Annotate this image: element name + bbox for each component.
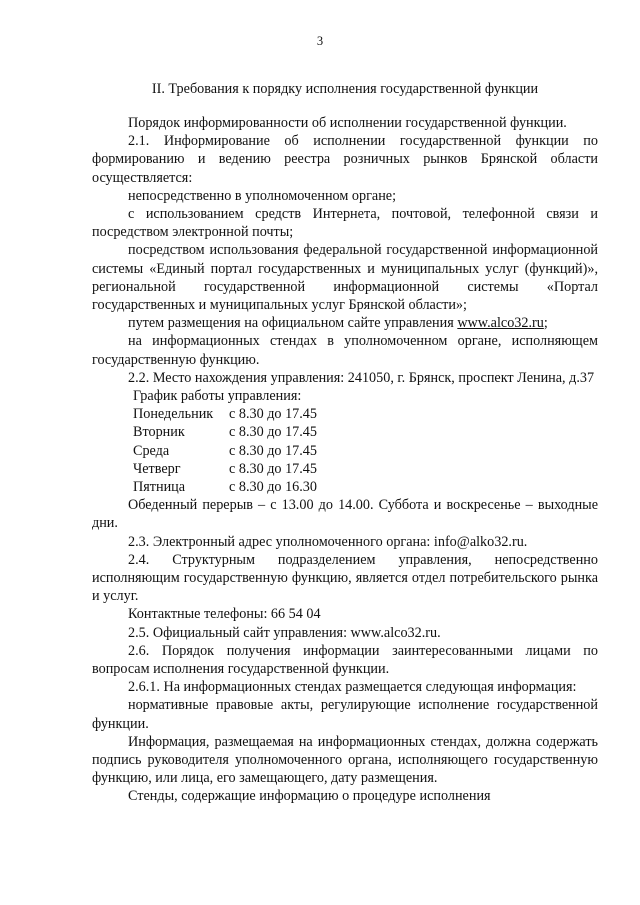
paragraph: непосредственно в уполномоченном органе; (128, 187, 397, 204)
schedule-day: Вторник (133, 424, 185, 441)
paragraph: Порядок информированности об исполнении государственной функции. (128, 115, 567, 131)
website-prefix: путем размещения на официальном сайте управления (128, 315, 458, 332)
schedule-day: Понедельник (133, 406, 214, 423)
schedule-row (133, 423, 598, 441)
paragraph: нормативные правовые акты, регулирующие исполнение государственной функции. (92, 697, 598, 732)
schedule-hours: с 8.30 до 16.30 (229, 479, 317, 495)
paragraph: 2.4. Структурным подразделением управления, непосредственно исполняющим государственную функцию, является отдел потребительского рынка и услуг. (92, 551, 598, 605)
schedule-hours: с 8.30 до 17.45 (229, 424, 317, 441)
section-heading: II. Требования к порядку исполнения государственной функции (151, 81, 539, 97)
website-suffix: ; (543, 315, 548, 332)
schedule-hours: с 8.30 до 17.45 (229, 460, 317, 477)
schedule-row (133, 478, 598, 496)
schedule-hours: с 8.30 до 17.45 (229, 442, 317, 459)
website-paragraph (92, 314, 598, 332)
paragraph: 2.3. Электронный адрес уполномоченного органа: info@alko32.ru. (128, 533, 528, 550)
schedule-row (133, 460, 598, 478)
paragraph: посредством использования федеральной государственной информационной системы «Единый портал государственных и муниципальных услуг (функций)», региональной государственной информационной системы «Портал государственных и муниципальных услуг Брянской области»; (92, 242, 598, 314)
paragraph: 2.2. Место нахождения управления: 241050, г. Брянск, проспект Ленина, д.37 (128, 369, 595, 386)
paragraph: Информация, размещаемая на информационных стендах, должна содержать подпись руководителя уполномоченного органа, исполняющего государственную функцию, или лица, его замещающего, дату размещения. (92, 733, 598, 787)
website-link[interactable]: www.alco32.ru (457, 315, 544, 332)
schedule-row (133, 405, 598, 423)
schedule-row (133, 442, 598, 460)
work-schedule (133, 387, 598, 496)
paragraph: 2.5. Официальный сайт управления: www.alco32.ru. (128, 624, 441, 641)
paragraph: Контактные телефоны: 66 54 04 (128, 606, 321, 623)
schedule-day: Пятница (133, 479, 186, 495)
paragraph: 2.6.1. На информационных стендах размещается следующая информация: (128, 679, 577, 696)
paragraph: на информационных стендах в уполномоченном органе, исполняющем государственную функцию. (92, 333, 598, 368)
paragraph: 2.6. Порядок получения информации заинтересованными лицами по вопросам исполнения государственной функции. (92, 642, 598, 678)
schedule-day: Четверг (133, 460, 181, 477)
paragraph: 2.1. Информирование об исполнении государственной функции по формированию и ведению реестра розничных рынков Брянской области осуществляется: (92, 133, 598, 186)
paragraph: Стенды, содержащие информацию о процедуре исполнения (128, 788, 491, 805)
page-number: 3 (316, 34, 324, 48)
paragraph: Обеденный перерыв – с 13.00 до 14.00. Суббота и воскресенье – выходные дни. (92, 497, 598, 532)
schedule-hours: с 8.30 до 17.45 (229, 406, 317, 423)
schedule-title: График работы управления: (133, 388, 302, 405)
document-body (92, 114, 598, 806)
schedule-day: Среда (133, 442, 170, 459)
paragraph: с использованием средств Интернета, почтовой, телефонной связи и посредством электронной почты; (92, 206, 598, 241)
